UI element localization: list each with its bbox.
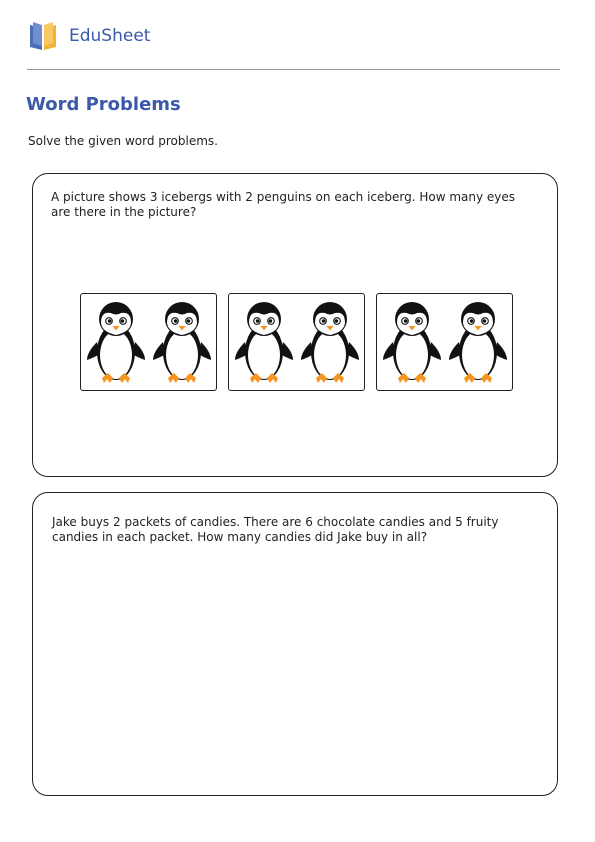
penguin-icon	[86, 298, 146, 386]
open-book-icon	[27, 20, 59, 52]
problem-card-2	[32, 492, 558, 796]
iceberg-2	[228, 293, 365, 391]
page-title: Word Problems	[26, 94, 181, 115]
penguin-icon	[382, 298, 442, 386]
iceberg-3	[376, 293, 513, 391]
brand	[27, 20, 150, 52]
penguin-icon	[152, 298, 212, 386]
penguin-icon	[300, 298, 360, 386]
brand-name: EduSheet	[69, 26, 151, 46]
problem-card-1	[32, 173, 558, 477]
problem-1-text: A picture shows 3 icebergs with 2 penguins on each iceberg. How many eyes are there in the picture?	[51, 190, 516, 219]
iceberg-1	[80, 293, 217, 391]
penguin-icon	[448, 298, 508, 386]
problem-2-text: Jake buys 2 packets of candies. There are 6 chocolate candies and 5 fruity candies in each packet. How many candies did Jake buy in all?	[52, 515, 499, 544]
instructions: Solve the given word problems.	[28, 134, 218, 148]
header-divider	[27, 69, 560, 70]
penguin-icon	[234, 298, 294, 386]
